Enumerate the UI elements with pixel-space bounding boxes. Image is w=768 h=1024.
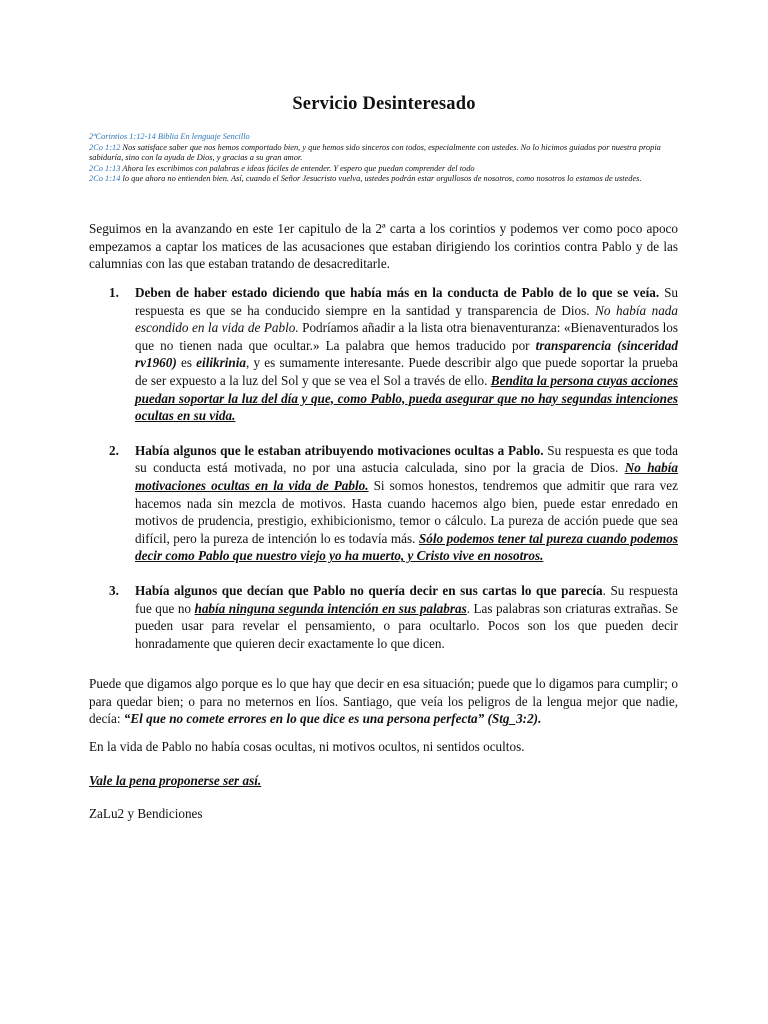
item-bold-italic: eilikrinia (196, 355, 246, 371)
item-number: 1. (109, 285, 119, 300)
list-item (89, 582, 678, 652)
verse-ref: 2Co 1:13 (89, 163, 121, 173)
summary-paragraph: En la vida de Pablo no había cosas ocultas, ni motivos ocultos, ni sentidos ocultos. (89, 739, 525, 754)
verse-text: lo que ahora no entienden bien. Así, cuando el Señor Jesucristo vuelva, ustedes podrán estar orgullosos de nosotros, como nosotros lo estamos de ustedes. (120, 174, 642, 183)
item-number: 2. (109, 442, 119, 458)
bible-references (89, 132, 679, 185)
item-text: Si somos honestos, tendremos que admitir que rara vez hacemos nada sin mezcla de motivos. Hasta cuando hacemos algo bien, puede estar enredado en motivos de prudencia, prestigio, exhibicionismo, temor o cálculo. La pureza de acción puede que sea difícil, pero la pureza de intención lo es todavía más. (135, 477, 678, 546)
item-text: . Su respuesta fue que no (135, 582, 678, 616)
item-text: Podríamos añadir a la lista otra bienaventuranza: «Bienaventurados los que no tienen nada que ocultar.» La palabra que hemos traducido por (135, 320, 678, 353)
item-text: es (176, 355, 197, 371)
verse-2co-1-13 (89, 164, 679, 175)
quote: “El que no comete errores en lo que dice es una persona perfecta” (123, 711, 485, 727)
exhortation: Vale la pena proponerse ser así. (89, 773, 262, 788)
paragraph-text: Puede que digamos algo porque es lo que hay que decir en esa situación; puede que lo digamos para cumplir; o para quedar bien; o para no meternos en líos. Santiago, que veía los peligros de la lengua mejor que nadie, decía: (89, 676, 678, 727)
reference-heading: 2ªCorintios 1:12-14 Biblia En lenguaje Sencillo (89, 132, 250, 141)
item-emphasis: Bendita la persona cuyas acciones puedan soportar la luz del día y que, como Pablo, pueda asegurar que no hay segundas intenciones ocultas en su vida. (135, 372, 678, 424)
item-emphasis: Sólo podemos tener tal pureza cuando podemos decir como Pablo que nuestro viejo yo ha muerto, y Cristo vive en nosotros. (135, 530, 678, 564)
intro-paragraph: Seguimos en la avanzando en este 1er capitulo de la 2ª carta a los corintios y podemos ver como poco apoco empezamos a captar los matices de las acusaciones que estaban dirigiendo los corintios contra Pablo y de las calumnias con las que estaban tratando de desacreditarle. (89, 221, 678, 272)
signature: ZaLu2 y Bendiciones (89, 806, 203, 821)
item-emphasis: No había motivaciones ocultas en la vida de Pablo. (135, 460, 678, 493)
numbered-list (89, 284, 678, 669)
item-text: , y es sumamente interesante. Puede describir algo que puede soportar la prueba de ser expuesto a la luz del Sol y que se vea el Sol a través de ello. (135, 355, 678, 388)
verse-ref: 2Co 1:14 (89, 174, 121, 183)
item-lead: Deben de haber estado diciendo que había más en la conducta de Pablo de lo que se veía. (135, 285, 660, 300)
verse-text: Ahora les escribimos con palabras e ideas fáciles de entender. Y espero que puedan comprender del todo (120, 163, 475, 173)
document-title: Servicio Desinteresado (292, 94, 476, 114)
item-text: Su respuesta es que se ha conducido siempre en la santidad y transparencia de Dios. (135, 285, 678, 318)
verse-2co-1-14 (89, 174, 679, 185)
item-lead: Había algunos que le estaban atribuyendo motivaciones ocultas a Pablo. (135, 442, 544, 458)
item-bold-italic: transparencia (sinceridad rv1960) (135, 337, 678, 371)
closing-paragraph (89, 675, 678, 728)
item-text: . Las palabras son criaturas extrañas. Se pueden usar para revelar el pensamiento, o para ocultarlo. Pocos son los que pueden decir honradamente que quieren decir exactamente lo que dicen. (135, 600, 678, 651)
verse-2co-1-12 (89, 143, 679, 164)
item-text: Su respuesta es que toda su conducta está motivada, no por una astucia calculada, sino por la gracia de Dios. (135, 442, 678, 476)
list-item (89, 442, 678, 565)
verse-ref: 2Co 1:12 (89, 142, 121, 152)
item-italic: No había nada escondido en la vida de Pablo. (135, 302, 678, 336)
list-item (89, 284, 678, 425)
item-emphasis: había ninguna segunda intención en sus palabras (194, 600, 467, 616)
item-lead: Había algunos que decían que Pablo no quería decir en sus cartas lo que parecía (135, 582, 603, 598)
citation: (Stg_3:2). (484, 711, 542, 727)
item-number: 3. (109, 582, 119, 598)
verse-text: Nos satisface saber que nos hemos comportado bien, y que hemos sido sinceros con todos, especialmente con ustedes. No lo hicimos guiados por nuestra propia sabiduría, sino con la ayuda de Dios, y gracias a su gran amor. (89, 142, 661, 162)
